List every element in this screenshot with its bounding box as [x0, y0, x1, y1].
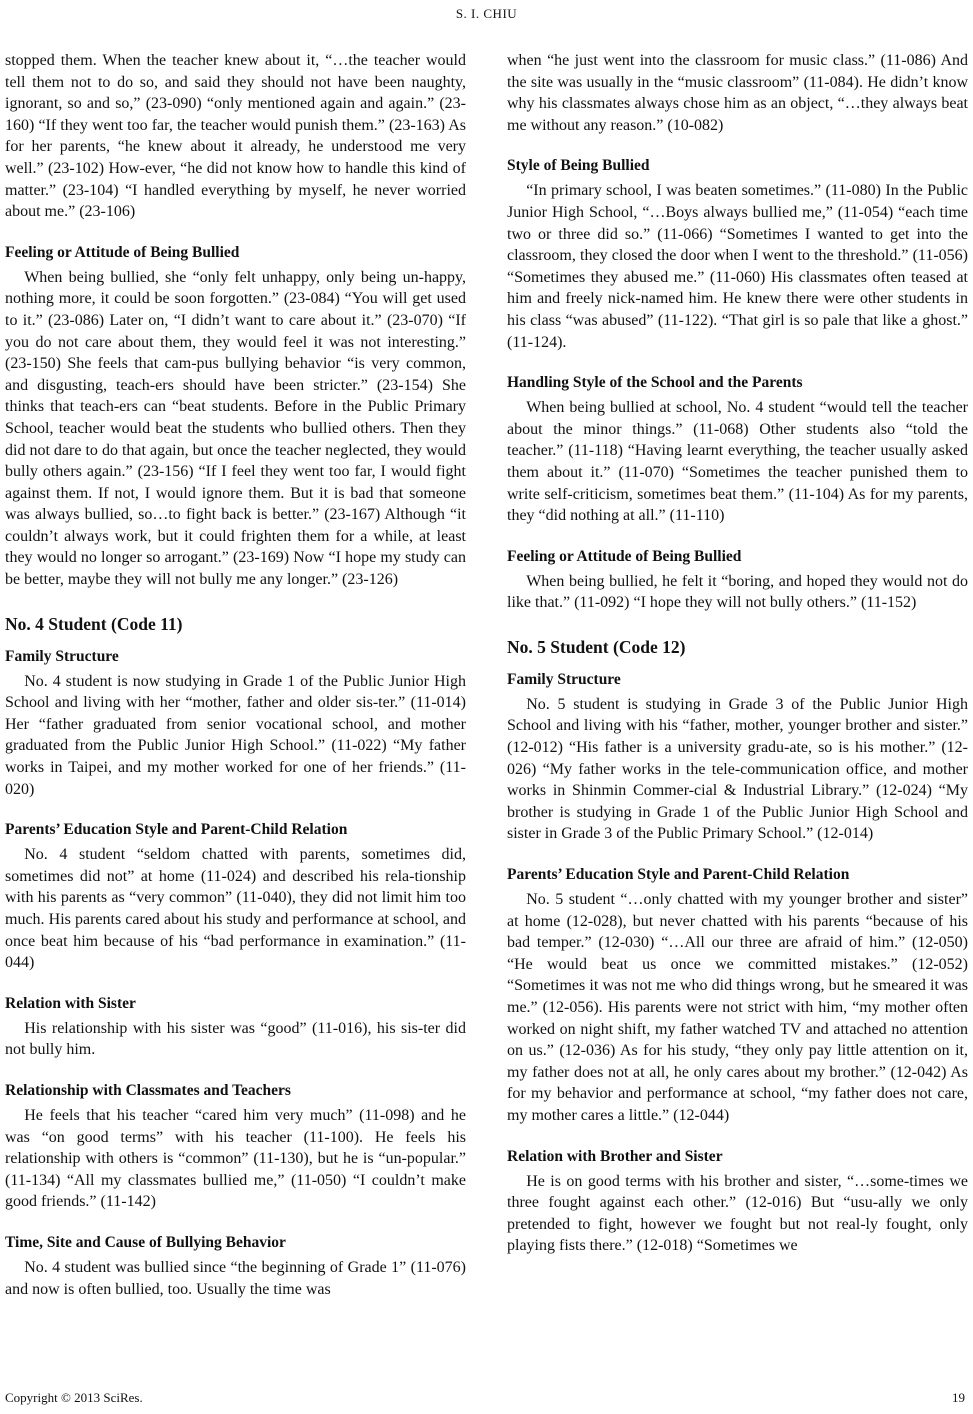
subheading: Parents’ Education Style and Parent-Child Relation: [507, 866, 850, 884]
paragraph: When being bullied, he felt it “boring, and hoped they would not do like that.” (11-092) “I hope they will not bully others.” (11-152): [507, 572, 968, 612]
page-number: 19: [952, 1390, 965, 1405]
subheading: Family Structure: [507, 670, 621, 688]
subheading: Relation with Brother and Sister: [507, 1147, 723, 1165]
paragraph: He feels that his teacher “cared him very much” (11-098) and he was “on good terms” with his teacher (11-100). He feels his relationship with others is “common” (11-130), but he is “un-popular.” (11-134) “All my classmates bullied me,” (11-050) “I couldn’t make good friends.” (11-142): [5, 1106, 466, 1211]
subheading: Family Structure: [5, 647, 119, 665]
section-heading: No. 4 Student (Code 11): [5, 613, 183, 634]
subheading: Handling Style of the School and the Parents: [507, 374, 803, 392]
paragraph: “In primary school, I was beaten sometimes.” (11-080) In the Public Junior High School, “…Boys always bullied me,” (11-054) “each time two or three did so.” (11-066) “Sometimes I wanted to get into the classroom, they closed the door when I went to the threshold.” (11-056) “Sometimes they abused me.” (11-060) His classmates often teased at him and freely nick-named him. He knew there were other students in his class “was abused” (11-122). “That girl is so pale that like a ghost.” (11-124).: [507, 182, 968, 351]
subheading: Parents’ Education Style and Parent-Child Relation: [5, 821, 348, 839]
paragraph: No. 4 student was bullied since “the beginning of Grade 1” (11-076) and now is often bullied, too. Usually the time was: [5, 1258, 466, 1298]
paragraph: No. 5 student is studying in Grade 3 of the Public Junior High School and living with his “father, mother, younger brother and sister.” (12-012) “His father is a university gradu-ate, so is his mother.” (12-026) “My father works in the tele-communication office, and mother works in Shinmin Commer-cial & Industrial Library.” (12-024) “My brother is studying in Grade 1 of the Public Junior High School and sister in Grade 3 of the Public Primary School.” (12-014): [507, 695, 968, 843]
subheading: Feeling or Attitude of Being Bullied: [5, 243, 240, 261]
paragraph: stopped them. When the teacher knew about it, “…the teacher would tell them not to do so, and said they should not have been naughty, ignorant, so and so,” (23-090) “only mentioned again and again.” (23-160) “If they went too far, the teacher would punish them.” (23-163) As for her parents, “he knew about it already, he understood me very well.” (23-102) How-ever, “he did not know how to handle this kind of matter.” (23-104) “I handled everything by myself, he never worried about me.” (23-106): [5, 52, 466, 221]
paragraph: when “he just went into the classroom for music class.” (11-086) And the site was usually in the “music classroom” (11-084). He didn’t know why his classmates always chose him as an object, “…they always beat me without any reason.” (10-082): [507, 52, 968, 134]
left-column: [5, 50, 466, 1300]
paragraph: His relationship with his sister was “good” (11-016), his sis-ter did not bully him.: [5, 1019, 466, 1059]
section-heading: No. 5 Student (Code 12): [507, 636, 686, 657]
paragraph: He is on good terms with his brother and sister, “…some-times we three fought against each other.” (12-016) But “usu-ally we only pretended to fight, however we fought but not real-ly fought, only playing fists there.” (12-018) “Sometimes we: [507, 1172, 968, 1255]
subheading: Relationship with Classmates and Teachers: [5, 1081, 291, 1099]
copyright-footer: Copyright © 2013 SciRes.: [5, 1390, 143, 1405]
paragraph: No. 5 student “…only chatted with my younger brother and sister” at home (12-028), but never chatted with his parents “because of his bad temper.” (12-030) “…All our three are afraid of him.” (12-050) “He would beat us once we committed mistakes.” (12-052) “Sometimes it was not me who did things wrong, but he smeared it was me.” (12-056). His parents were not strict with him, “my mother often worked on night shift, my father watched TV and attached no attention on us.” (12-036) As for his study, “they only pay little attention on it, my father does not at all, he only cares about my brother.” (12-042) As for my behavior and performance at school, “my father does not care, my mother cares a little.” (12-044): [507, 891, 968, 1124]
subheading: Relation with Sister: [5, 994, 136, 1012]
subheading: Time, Site and Cause of Bullying Behavior: [5, 1233, 286, 1251]
paragraph: When being bullied, she “only felt unhappy, only being un-happy, nothing more, it could be soon forgotten.” (23-084) “You will get used to it.” (23-086) Later on, “I didn’t want to care about it.” (23-070) “If you do not care about them, they would feel it was not interesting.” (23-150) She feels that cam-pus bullying behavior “is very common, and disgusting, teach-ers should have been stricter.” (23-154) She thinks that teach-ers can “beat students. Before in the Public Primary School, teacher would beat the students who bullied others. Then they did not dare to do that again, but once the teacher neglected, they would bully others again.” (23-156) “If I feel they went too far, I would fight against them. If not, I would ignore them. But it is bad that someone was always bullied, so…to fight back is better.” (23-167) Although “it couldn’t always work, but it could frighten them for a while, at least they would no longer so arrogant.” (23-169) Now “I hope my study can be better, maybe they will not bully me any longer.” (23-126): [5, 268, 466, 589]
paragraph: When being bullied at school, No. 4 student “would tell the teacher about the minor things.” (11-068) Other students also “told the teacher.” (11-118) “Having learnt everything, the teacher usually asked them about it.” (11-070) “Sometimes the teacher punished them to write self-criticism, sometimes beat them.” (11-104) As for my parents, they “did nothing at all.” (11-110): [507, 399, 968, 525]
subheading: Feeling or Attitude of Being Bullied: [507, 547, 742, 565]
right-column: [507, 50, 968, 1257]
paragraph: No. 4 student “seldom chatted with parents, sometimes did, sometimes did not” at home (11-024) and described his rela-tionship with his parents as “very common” (11-040), they did not limit him too much. His parents cared about his study and performance at school, and once beat him because of his “bad performance in examination.” (11-044): [5, 846, 466, 972]
subheading: Style of Being Bullied: [507, 157, 650, 175]
running-head: S. I. CHIU: [455, 6, 518, 21]
paragraph: No. 4 student is now studying in Grade 1 of the Public Junior High School and living with her “mother, father and older sis-ter.” (11-014) Her “father graduated from senior vocational school, and mother graduated from the Public Junior High School.” (11-022) “My father works in Taipei, and my mother worked for one of her friends.” (11-020): [5, 672, 466, 798]
